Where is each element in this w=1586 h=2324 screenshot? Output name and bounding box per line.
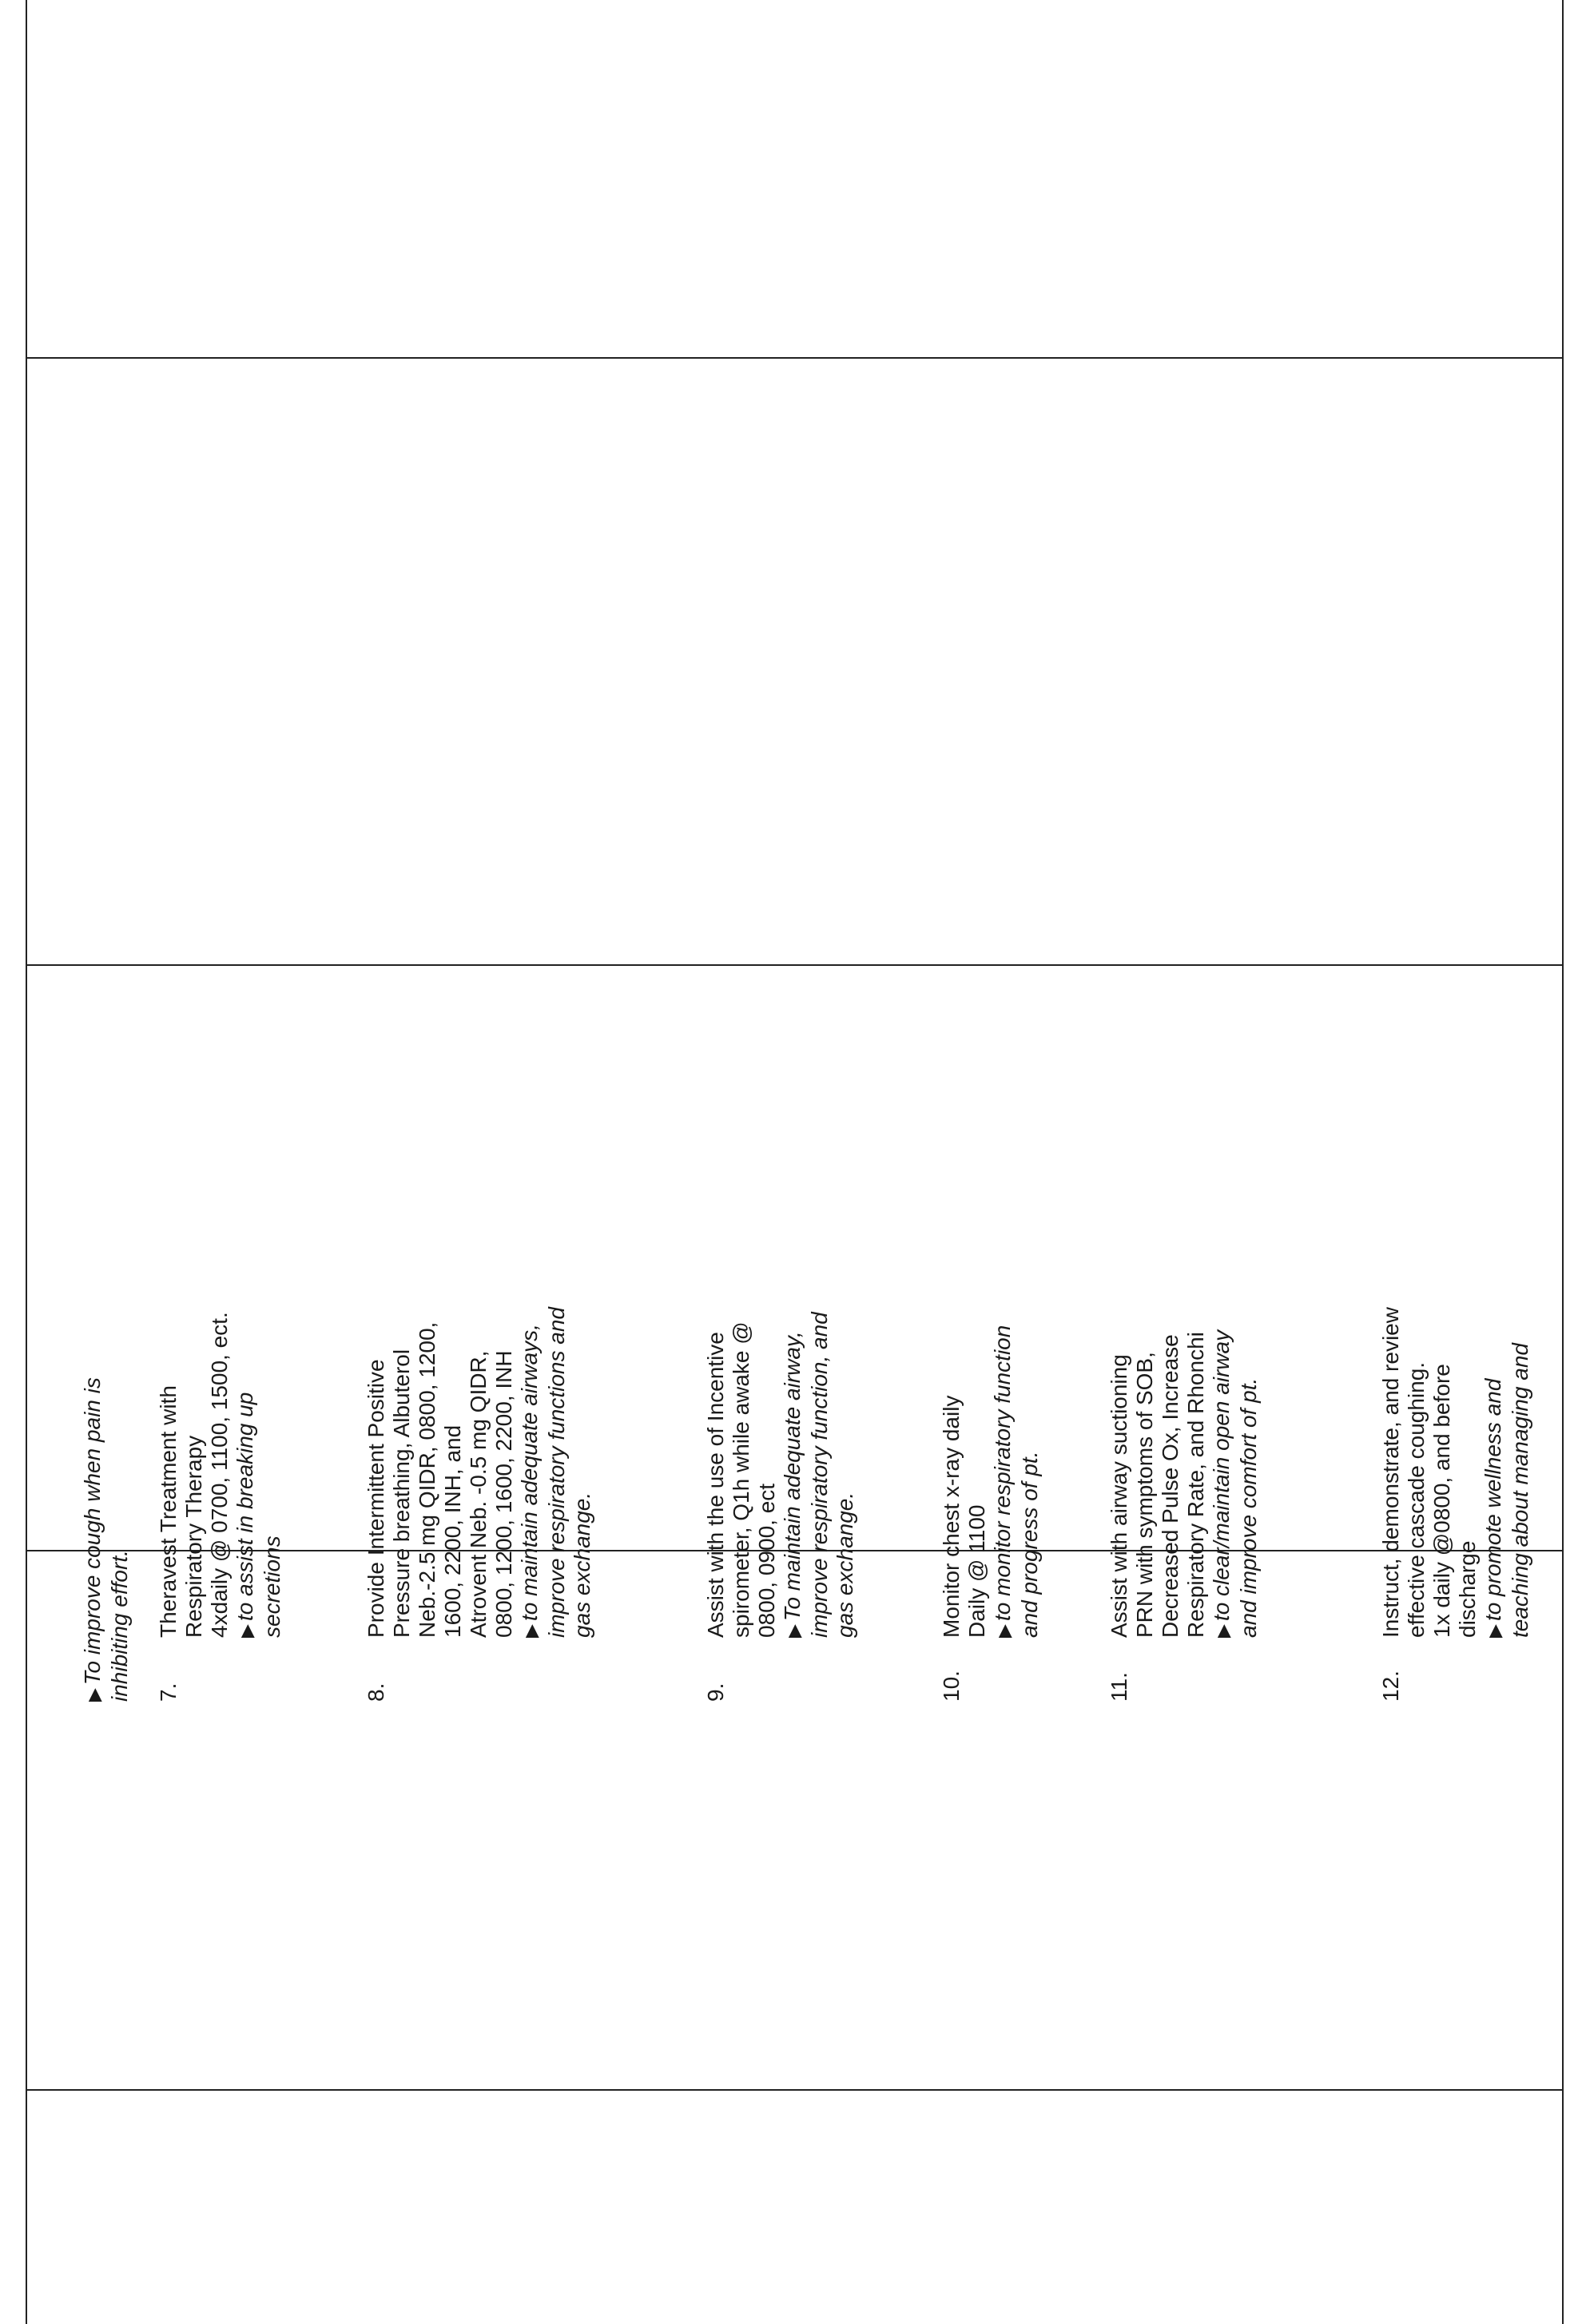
triangle-bullet-icon: ▶ — [1485, 1624, 1505, 1638]
item-text — [80, 583, 133, 1702]
item-line: 1x daily @0800, and before — [1429, 1364, 1454, 1638]
item-rationale-line: ▶to clear/maintain open airway — [1209, 519, 1236, 1638]
item-line: Assist with the use of Incentive — [703, 1332, 728, 1638]
item-rationale-line: teaching about managing and — [1508, 1343, 1532, 1638]
triangle-bullet-icon: ▶ — [784, 1624, 804, 1638]
item-text — [156, 519, 285, 1638]
item-line: Monitor chest x-ray daily — [939, 1395, 964, 1638]
triangle-bullet-icon: ▶ — [521, 1624, 541, 1638]
item-line: Assist with airway suctioning — [1107, 1354, 1131, 1638]
triangle-bullet-icon: ▶ — [994, 1624, 1014, 1638]
interventions-column — [80, 80, 1532, 1710]
item-number: 12. — [1378, 1670, 1403, 1702]
item-rationale-line: and improve comfort of pt. — [1236, 1377, 1261, 1638]
item-rationale-line: ▶To improve cough when pain is — [80, 583, 107, 1702]
item-text — [1378, 519, 1533, 1638]
row-divider-4 — [26, 2089, 1564, 2091]
item-rationale-line: ▶To maintain adequate airway, — [780, 519, 807, 1638]
item-rationale-line: ▶to promote wellness and — [1481, 519, 1508, 1638]
item-line: 0800, 1200, 1600, 2200, INH — [491, 1350, 516, 1638]
item-line: Instruct, demonstrate, and review — [1378, 1307, 1403, 1638]
item-text — [939, 519, 1043, 1638]
item-number: 10. — [939, 1670, 964, 1702]
item-line: Provide Intermittent Positive — [364, 1359, 388, 1638]
item-rationale-line: ▶to assist in breaking up — [233, 519, 260, 1638]
item-rationale-line: ▶to monitor respiratory function — [990, 519, 1017, 1638]
item-line: 4xdaily @ 0700, 1100, 1500, ect. — [207, 1312, 232, 1638]
item-line: spirometer, Q1h while awake @ — [729, 1321, 753, 1638]
item-line: 0800, 0900, ect — [754, 1483, 779, 1638]
item-line: Daily @ 1100 — [964, 1504, 989, 1638]
item-text — [364, 519, 595, 1638]
triangle-bullet-icon: ▶ — [237, 1624, 256, 1638]
item-line: Theravest Treatment with — [156, 1385, 181, 1638]
item-rationale-line: gas exchange. — [833, 1492, 857, 1638]
item-line: Decreased Pulse Ox, Increase — [1158, 1334, 1183, 1638]
item-rationale-line: ▶to maintain adequate airways, — [517, 519, 544, 1638]
item-line: Respiratory Therapy — [181, 1435, 206, 1638]
item-number: 8. — [364, 1682, 388, 1702]
item-text — [703, 519, 858, 1638]
item-number: 9. — [703, 1682, 728, 1702]
item-number: 11. — [1107, 1672, 1131, 1702]
item-line: Atrovent Neb. -0.5 mg QIDR, — [466, 1350, 491, 1638]
triangle-bullet-icon: ▶ — [84, 1688, 104, 1702]
table-border-left — [26, 0, 27, 2324]
item-rationale-line: improve respiratory function, and — [807, 1312, 832, 1638]
item-rationale-line: and progress of pt. — [1017, 1451, 1042, 1638]
item-line: PRN with symptoms of SOB, — [1132, 1352, 1157, 1638]
item-rationale-line: inhibiting effort. — [107, 1550, 132, 1702]
table-border-right — [1562, 0, 1564, 2324]
item-rationale-line: improve respiratory functions and — [544, 1307, 569, 1638]
triangle-bullet-icon: ▶ — [1213, 1624, 1233, 1638]
item-rationale-line: gas exchange. — [570, 1492, 594, 1638]
item-line: Respiratory Rate, and Rhonchi — [1183, 1332, 1208, 1638]
item-line: discharge — [1455, 1540, 1480, 1638]
item-rationale-line: secretions — [260, 1535, 284, 1638]
item-line: 1600, 2200, INH, and — [440, 1424, 465, 1638]
item-line: Pressure breathing, Albuterol — [389, 1349, 414, 1638]
item-line: effective cascade coughing. — [1404, 1361, 1429, 1638]
item-line: Neb.-2.5 mg QIDR, 0800, 1200, — [415, 1321, 439, 1638]
item-text — [1107, 519, 1262, 1638]
item-number: 7. — [156, 1682, 181, 1702]
